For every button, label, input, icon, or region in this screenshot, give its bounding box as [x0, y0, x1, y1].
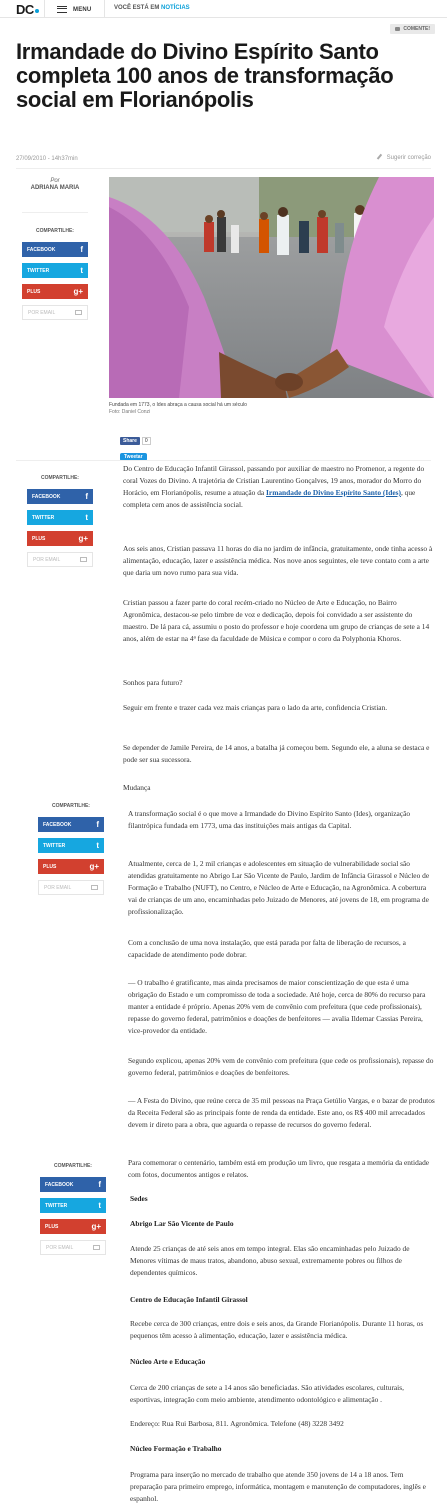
googleplus-share-button[interactable] — [40, 1219, 106, 1234]
twitter-icon: t — [80, 266, 83, 275]
googleplus-icon: g+ — [89, 862, 99, 871]
facebook-icon: f — [80, 245, 83, 254]
facebook-label: FACEBOOK — [43, 821, 72, 828]
article-paragraph: Segundo explicou, apenas 20% vem de convênio com prefeitura (que cede os profissionais), repasse do governo federal, patrimônios e doações de benfeitores. — [128, 1056, 434, 1077]
caption-text: Fundada em 1773, o Ides abraça a causa social há um século — [109, 402, 247, 408]
site-logo[interactable]: DC — [16, 2, 39, 17]
facebook-label: FACEBOOK — [32, 493, 61, 500]
section-heading: Abrigo Lar São Vicente de Paulo — [130, 1219, 234, 1228]
article-photo — [109, 177, 434, 398]
twitter-icon: t — [98, 1201, 101, 1210]
plus-label: PLUS — [32, 535, 46, 542]
divider — [16, 460, 431, 461]
article-paragraph: Seguir em frente e trazer cada vez mais crianças para o lado da arte, confidencia Cristian. — [123, 703, 388, 712]
twitter-share-button[interactable] — [27, 510, 93, 525]
twitter-label: TWITTER — [27, 267, 50, 274]
divider — [104, 0, 105, 18]
breadcrumb-prefix: VOCÊ ESTÁ EM — [114, 5, 160, 11]
envelope-icon — [75, 310, 82, 315]
pencil-icon — [376, 154, 384, 162]
section-heading: Centro de Educação Infantil Girassol — [130, 1295, 248, 1304]
share-count: 0 — [142, 437, 151, 445]
author-block — [22, 178, 88, 192]
menu-label: MENU — [73, 6, 92, 13]
divider — [22, 212, 88, 213]
article-paragraph: Se depender de Jamile Pereira, de 14 anos, a batalha já começou bem. Segundo ele, a aluna se destaca e pode ser sua sucessora. — [123, 743, 430, 764]
section-heading: Núcleo Formação e Trabalho — [130, 1444, 222, 1453]
suggest-correction-label: Sugerir correção — [386, 155, 431, 161]
facebook-share-button[interactable] — [40, 1177, 106, 1192]
googleplus-share-button[interactable] — [22, 284, 88, 299]
plus-label: PLUS — [45, 1223, 59, 1230]
facebook-share-button[interactable] — [22, 242, 88, 257]
googleplus-icon: g+ — [73, 287, 83, 296]
facebook-label: FACEBOOK — [45, 1181, 74, 1188]
tweet-button[interactable]: Tweetar — [120, 453, 147, 461]
article-paragraph: Sonhos para futuro? — [123, 678, 183, 687]
googleplus-icon: g+ — [91, 1222, 101, 1231]
suggest-correction-link[interactable] — [378, 155, 431, 161]
twitter-share-button[interactable] — [38, 838, 104, 853]
email-label: POR EMAIL — [44, 884, 72, 891]
divider — [16, 168, 431, 169]
article-paragraph: Programa para inserção no mercado de trabalho que atende 350 jovens de 14 a 18 anos. Tem preparação para primeiro emprego, informática, montagem e manutenção de computadores, inglês e espanhol. — [130, 1470, 426, 1503]
facebook-label: FACEBOOK — [27, 246, 56, 253]
author-name[interactable]: ADRIANA MARIA — [30, 185, 80, 191]
googleplus-icon: g+ — [78, 534, 88, 543]
twitter-label: TWITTER — [45, 1202, 68, 1209]
article-paragraph: Endereço: Rua Rui Barbosa, 811. Agronômica. Telefone (48) 3228 3492 — [130, 1419, 344, 1428]
googleplus-share-button[interactable] — [27, 531, 93, 546]
comment-button[interactable] — [390, 24, 435, 34]
article-title: Irmandade do Divino Espírito Santo completa 100 anos de transformação social em Florianópolis — [16, 39, 394, 112]
share-title: COMPARTILHE: — [54, 1163, 92, 1169]
article-paragraph: Recebe cerca de 300 crianças, entre dois e seis anos, da Grande Florianópolis. Durante 11 horas, os pequenos têm acesso à alimentação, educação, lazer e assistência médica. — [130, 1319, 424, 1340]
article-paragraph: A transformação social é o que move a Irmandade do Divino Espírito Santo (Ides), organização filantrópica fundada em 1773, uma das instituições mais antigas da Capital. — [128, 809, 411, 830]
article-paragraph: — A Festa do Divino, que reúne cerca de 35 mil pessoas na Praça Getúlio Vargas, e o bazar de produtos da Receita Federal são as principais fonte de renda da entidade. Este ano, os R$ 400 mil arrecadados devem ir direto para a obra, que aguarda o repasse de recursos do governo federal. — [128, 1096, 435, 1129]
facebook-share-button[interactable] — [38, 817, 104, 832]
share-block — [40, 1163, 106, 1261]
section-heading: Núcleo Arte e Educação — [130, 1357, 206, 1366]
comment-bubble-icon — [395, 27, 400, 31]
article-paragraph: Com a conclusão de uma nova instalação, que está parada por falta de liberação de recursos, a capacidade de atendimento pode dobrar. — [128, 938, 406, 959]
article-paragraph: Atende 25 crianças de até seis anos em tempo integral. Elas são encaminhadas pelo Juizado de Menores vítimas de maus tratos, abandono, abuso sexual, extremamente pobres ou filhos de dependentes químicos. — [130, 1244, 410, 1277]
author-prefix: Por — [50, 178, 60, 184]
photo-illustration — [109, 177, 434, 398]
comment-label: COMENTE! — [403, 26, 430, 32]
twitter-icon: t — [96, 841, 99, 850]
article-paragraph: Do Centro de Educação Infantil Girassol, passando por auxiliar de maestro no Promenor, a regente do coral Vozes do Divino. A trajetória de Cristian Laurentino Gonçalves, 19 anos, morador do Morro do Horácio, em Florianópolis, resume a atuação da Irmandade do Divino Espírito Santo (Ides), que completa cem anos de assistência social. — [123, 464, 425, 509]
plus-label: PLUS — [27, 288, 41, 295]
googleplus-share-button[interactable] — [38, 859, 104, 874]
twitter-share-button[interactable] — [22, 263, 88, 278]
facebook-share-mini-button[interactable]: Share — [120, 437, 140, 445]
email-label: POR EMAIL — [46, 1244, 74, 1251]
top-bar — [0, 0, 447, 18]
email-label: POR EMAIL — [33, 556, 61, 563]
section-heading: Sedes — [130, 1194, 148, 1203]
facebook-icon: f — [96, 820, 99, 829]
photo-credit: Foto: Daniel Conzi — [109, 409, 151, 415]
facebook-icon: f — [85, 492, 88, 501]
email-share-button[interactable] — [22, 305, 88, 320]
share-block — [27, 475, 93, 573]
email-share-button[interactable] — [38, 880, 104, 895]
divider — [44, 0, 45, 18]
article-paragraph: — O trabalho é gratificante, mas ainda precisamos de maior conscientização de que esta é uma obrigação do Estado e um compromisso de toda a sociedade. Até hoje, cerca de 80% do recurso para manter a entidade é próprio. Apenas 20% vem de convênio com prefeitura (que cede profissionais), repasse do governo federal, patrimônios e doações de benfeitores — avalia Ildemar Cassias Pereira, vice-provedor da entidade. — [128, 978, 426, 1035]
ides-link[interactable]: Irmandade do Divino Espírito Santo (Ides) — [266, 488, 401, 497]
article-paragraph: Aos seis anos, Cristian passava 11 horas do dia no jardim de infância, gratuitamente, onde tinha acesso à alimentação, educação, lazer e assistência médica. Nos nove anos seguintes, ele teve contato com a arte que daria um novo rumo para sua vida. — [123, 544, 433, 577]
photo-caption — [109, 402, 434, 416]
menu-button[interactable] — [57, 4, 91, 15]
share-title: COMPARTILHE: — [36, 228, 74, 234]
twitter-icon: t — [85, 513, 88, 522]
share-title: COMPARTILHE: — [52, 803, 90, 809]
email-share-button[interactable] — [27, 552, 93, 567]
breadcrumb — [114, 5, 190, 11]
article-paragraph: Cristian passou a fazer parte do coral recém-criado no Núcleo de Arte e Educação, no Bairro Agronômica, destacou-se pelo timbre de voz e dedicação, depois foi convidado a ser assistente do maestro. De lá para cá, assumiu o posto do professor e hoje coordena um grupo de crianças de sete a 14 anos, além de estar na 4ª fase da faculdade de Música e compor o coro da Polyphonia Khoros. — [123, 598, 430, 643]
share-title: COMPARTILHE: — [41, 475, 79, 481]
twitter-share-button[interactable] — [40, 1198, 106, 1213]
article-paragraph: Para comemorar o centenário, também está em produção um livro, que resgata a memória da entidade com fotos, documentos antigos e relatos. — [128, 1158, 430, 1179]
twitter-label: TWITTER — [32, 514, 55, 521]
facebook-icon: f — [98, 1180, 101, 1189]
envelope-icon — [93, 1245, 100, 1250]
envelope-icon — [91, 885, 98, 890]
plus-label: PLUS — [43, 863, 57, 870]
facebook-share-button[interactable] — [27, 489, 93, 504]
email-label: POR EMAIL — [28, 309, 56, 316]
envelope-icon — [80, 557, 87, 562]
share-block — [22, 228, 88, 326]
share-block — [38, 803, 104, 901]
article-paragraph: Cerca de 200 crianças de sete a 14 anos são beneficiadas. São atividades escolares, culturais, esportivas, integração com meio ambiente, atendimento odontológico e alimentação . — [130, 1383, 404, 1404]
email-share-button[interactable] — [40, 1240, 106, 1255]
article-date: 27/09/2010 - 14h37min — [16, 156, 78, 162]
breadcrumb-section[interactable]: NOTÍCIAS — [161, 5, 190, 11]
section-heading: Mudança — [123, 783, 151, 792]
article-paragraph: Atualmente, cerca de 1, 2 mil crianças e adolescentes em situação de vulnerabilidade social são atendidas gratuitamente no Abrigo Lar São Vicente de Paulo, Jardim de Infância Girassol e Núcleo de Formação e Trabalho (NUFT), no Centro, e Núcleo de Arte e Educação, na Agronômica. A cobertura vai de crianças de um ano, encaminhadas pelo Juizado de Menores, até jovens de 18, em programa de profissionalização. — [128, 859, 430, 916]
facebook-mini-share — [120, 437, 151, 445]
twitter-label: TWITTER — [43, 842, 66, 849]
hamburger-icon — [57, 6, 67, 13]
